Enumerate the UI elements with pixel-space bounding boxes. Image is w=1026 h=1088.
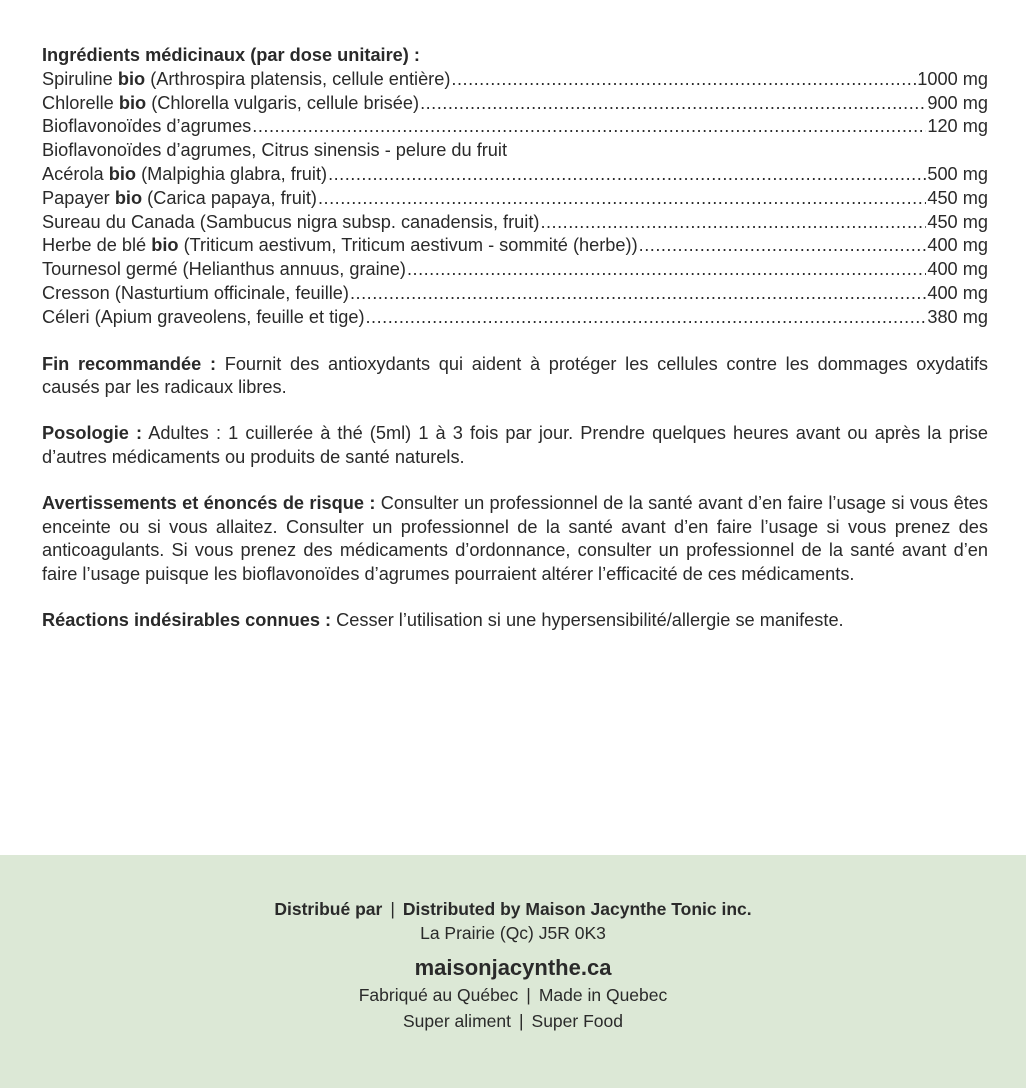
label-content — [42, 44, 988, 633]
distributed-fr: Distribué par — [274, 899, 383, 919]
ingredient-row — [42, 187, 988, 211]
ingredient-row — [42, 68, 988, 92]
ingredient-row — [42, 258, 988, 282]
ingredient-common-name: Tournesol germé — [42, 259, 178, 280]
ingredient-common-name: Herbe de blé — [42, 235, 147, 256]
dot-leader — [639, 234, 927, 258]
ingredient-dose: 1000 mg — [917, 68, 988, 89]
ingredient-common-name: Cresson — [42, 282, 110, 303]
ingredient-name — [42, 139, 507, 163]
ingredient-detail: (Triticum aestivum, Triticum aestivum - sommité (herbe)) — [183, 235, 638, 256]
ingredient-common-name: Chlorelle — [42, 92, 114, 113]
organic-marker: bio — [118, 92, 147, 113]
ingredient-name — [42, 282, 349, 306]
dot-leader — [350, 282, 926, 306]
reactions-text: Cesser l’utilisation si une hypersensibilité/allergie se manifeste. — [336, 609, 844, 630]
ingredient-common-name: Bioflavonoïdes d’agrumes, Citrus sinensis - pelure du fruit — [42, 140, 508, 161]
super-food-line — [0, 1008, 1026, 1034]
organic-marker: bio — [117, 68, 146, 89]
ingredient-detail: (Carica papaya, fruit) — [147, 187, 317, 208]
warnings-text: Consulter un professionnel de la santé avant d’en faire l’usage si vous êtes enceinte ou si vous allaitez. Consulter un professionnel de la santé avant d’en faire l’usage si vous prenez des anticoagulants. Si vous prenez des médicaments d’ordonnance, consulter un professionnel de la santé avant d’en faire l’usage puisque les bioflavonoïdes d’agrumes pourraient altérer l’efficacité de ces médicaments. — [42, 492, 988, 585]
organic-marker: bio — [108, 163, 137, 184]
ingredients-title: Ingrédients médicinaux (par dose unitaire) : — [42, 45, 420, 65]
ingredient-row — [42, 115, 988, 139]
separator: | — [518, 1011, 524, 1031]
ingredient-name — [42, 68, 450, 92]
ingredient-detail: (Nasturtium officinale, feuille) — [114, 282, 349, 303]
dosage-paragraph — [42, 422, 988, 470]
dot-leader — [407, 258, 926, 282]
ingredient-detail: (Malpighia glabra, fruit) — [141, 163, 328, 184]
reactions-label: Réactions indésirables connues : — [42, 609, 332, 630]
ingredient-detail: (Sambucus nigra subsp. canadensis, fruit) — [199, 211, 540, 232]
dot-leader — [252, 115, 926, 139]
ingredient-common-name: Céleri — [42, 306, 90, 327]
ingredient-dose: 400 mg — [927, 259, 988, 280]
dot-leader — [328, 163, 926, 187]
ingredient-detail: (Chlorella vulgaris, cellule brisée) — [151, 92, 420, 113]
ingredient-dose: 120 mg — [927, 116, 988, 137]
ingredient-name — [42, 211, 539, 235]
organic-marker: bio — [114, 187, 143, 208]
ingredient-common-name: Acérola — [42, 163, 104, 184]
ingredient-name — [42, 234, 638, 258]
ingredient-row — [42, 282, 988, 306]
ingredient-common-name: Bioflavonoïdes d’agrumes — [42, 116, 252, 137]
dot-leader — [420, 92, 926, 116]
ingredients-list — [42, 68, 988, 330]
ingredient-row — [42, 234, 988, 258]
ingredient-common-name: Papayer — [42, 187, 110, 208]
ingredient-dose: 380 mg — [927, 306, 988, 327]
purpose-paragraph — [42, 353, 988, 401]
food-en: Super Food — [531, 1011, 623, 1031]
website-link[interactable]: maisonjacynthe.ca — [414, 955, 612, 980]
distributor-address: La Prairie (Qc) J5R 0K3 — [420, 923, 606, 943]
distributed-en: Distributed by Maison Jacynthe Tonic inc. — [402, 899, 752, 919]
ingredient-dose: 450 mg — [927, 211, 988, 232]
ingredient-row — [42, 211, 988, 235]
ingredient-detail: (Helianthus annuus, graine) — [182, 259, 406, 280]
food-fr: Super aliment — [403, 1011, 511, 1031]
ingredient-dose: 900 mg — [927, 92, 988, 113]
made-in-line — [0, 982, 1026, 1008]
distributor-footer — [0, 855, 1026, 1088]
dot-leader — [540, 211, 926, 235]
ingredient-dose: 450 mg — [927, 187, 988, 208]
ingredient-name — [42, 306, 365, 330]
dosage-label: Posologie : — [42, 423, 143, 444]
reactions-paragraph — [42, 609, 988, 633]
separator: | — [390, 899, 395, 919]
ingredient-row — [42, 139, 988, 163]
ingredient-name — [42, 163, 327, 187]
warnings-paragraph — [42, 492, 988, 587]
ingredient-row — [42, 306, 988, 330]
made-en: Made in Quebec — [538, 985, 668, 1005]
ingredient-common-name: Sureau du Canada — [42, 211, 195, 232]
dosage-text: Adultes : 1 cuillerée à thé (5ml) 1 à 3 fois par jour. Prendre quelques heures avant ou après la prise d’autres médicaments ou produits de santé naturels. — [42, 423, 988, 467]
dot-leader — [366, 306, 927, 330]
ingredient-detail: (Arthrospira platensis, cellule entière) — [150, 68, 451, 89]
ingredient-dose: 400 mg — [927, 282, 988, 303]
ingredient-name — [42, 115, 251, 139]
organic-marker: bio — [151, 235, 179, 256]
ingredient-name — [42, 258, 406, 282]
ingredient-row — [42, 92, 988, 116]
ingredient-detail: (Apium graveolens, feuille et tige) — [94, 306, 365, 327]
purpose-text: Fournit des antioxydants qui aident à protéger les cellules contre les dommages oxydatifs causés par les radicaux libres. — [42, 353, 989, 398]
ingredient-name — [42, 187, 317, 211]
made-fr: Fabriqué au Québec — [358, 985, 519, 1005]
purpose-label: Fin recommandée : — [42, 353, 217, 374]
ingredient-dose: 500 mg — [927, 163, 988, 184]
warnings-label: Avertissements et énoncés de risque : — [42, 492, 376, 513]
dot-leader — [318, 187, 926, 211]
ingredient-dose: 400 mg — [927, 235, 988, 256]
ingredient-row — [42, 163, 988, 187]
dot-leader — [451, 68, 916, 92]
separator: | — [526, 985, 531, 1005]
ingredient-common-name: Spiruline — [42, 68, 113, 89]
ingredient-name — [42, 92, 419, 116]
distributor-line — [0, 897, 1026, 921]
